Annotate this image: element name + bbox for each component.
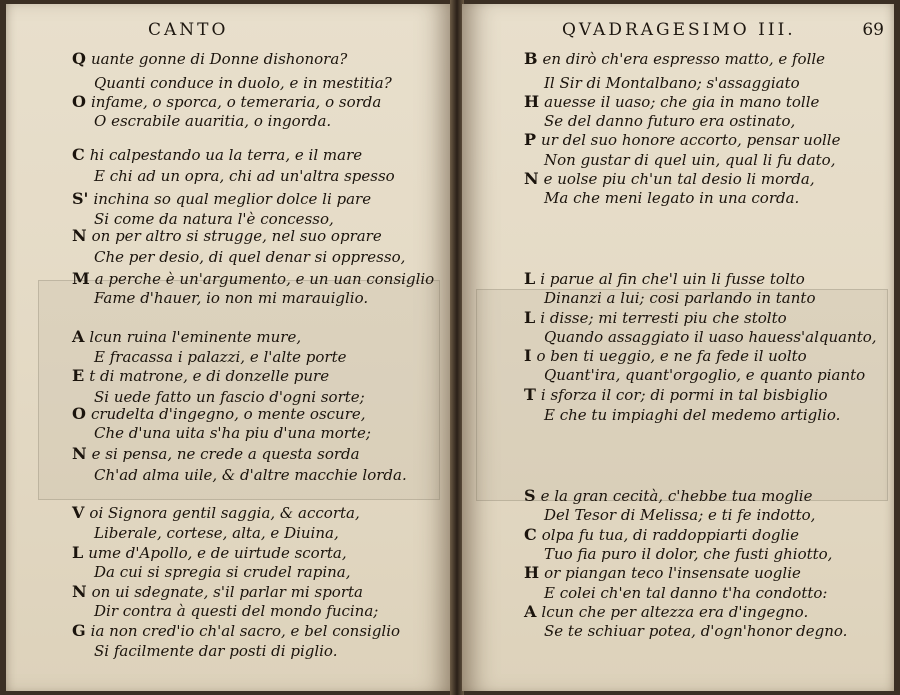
verse-text: o ben ti ueggio, e ne fa fede il uolto [536,347,807,365]
verse-line [544,406,840,424]
verse-text: auesse il uaso; che gia in mano tolle [544,93,820,111]
verse-line [544,622,847,640]
verse-text: Tuo fia puro il dolor, che fusti ghiotto, [544,545,833,563]
verse-text: Se del danno futuro era ostinato, [544,112,796,130]
verse-text: e si pensa, ne crede a questa sorda [91,445,360,463]
verse-text: i disse; mi terresti piu che stolto [540,309,787,327]
initial-capital: C [524,525,537,544]
verse-line [524,386,828,404]
verse-line [72,50,347,68]
verse-text: Ma che meni legato in una corda. [544,189,800,207]
verse-line [72,93,381,111]
verse-text: Dir contra à questi del mondo fucina; [94,602,379,620]
verse-text: Non gustar di quel uin, qual li fu dato, [544,151,836,169]
verse-line [544,74,800,92]
verse-line [94,289,368,307]
initial-capital: M [72,269,90,288]
verse-line [94,167,395,185]
verse-line [524,487,812,505]
verse-text: Che per desio, di quel denar si oppresso, [94,248,406,266]
initial-capital: L [72,543,84,562]
verse-line [72,227,382,245]
verse-line [72,405,366,423]
verse-line [94,642,337,660]
initial-capital: H [524,92,540,111]
verse-text: olpa fu tua, di raddoppiarti doglie [541,526,799,544]
verse-line [94,388,365,406]
verse-line [72,328,301,346]
verse-line [524,309,787,327]
initial-capital: L [524,269,536,288]
verse-text: O escrabile auaritia, o ingorda. [94,112,332,130]
initial-capital: V [72,503,85,522]
verse-text: en dirò ch'era espresso matto, e folle [542,50,826,68]
verse-text: e uolse piu ch'un tal desio li morda, [543,170,815,188]
verse-line [72,190,371,208]
verse-text: e la gran cecità, c'hebbe tua moglie [540,487,813,505]
verse-text: E chi ad un opra, chi ad un'altra spesso [94,167,395,185]
verse-text: Quant'ira, quant'orgoglio, e quanto pianto [544,366,866,384]
initial-capital: N [72,582,87,601]
initial-capital: E [72,366,85,385]
verse-line [524,347,807,365]
verse-text: infame, o sporca, o temeraria, o sorda [90,93,382,111]
initial-capital: N [72,444,87,463]
verse-text: Si uede fatto un fascio d'ogni sorte; [94,388,365,406]
verse-line [94,248,405,266]
verse-line [544,584,827,602]
verse-line [544,506,815,524]
verse-text: Liberale, cortese, alta, e Diuina, [94,524,339,542]
verse-line [94,348,347,366]
initial-capital: T [524,385,536,404]
verse-text: E fracassa i palazzi, e l'alte porte [94,348,347,366]
initial-capital: S [524,486,536,505]
verse-line [544,189,799,207]
verse-line [72,583,363,601]
verse-line [72,367,329,385]
initial-capital: H [524,563,540,582]
verse-line [94,424,371,442]
verse-line [544,151,835,169]
verse-text: ume d'Apollo, e de uirtude scorta, [88,544,347,562]
verse-text: E che tu impiaghi del medemo artiglio. [544,406,841,424]
initial-capital: G [72,621,86,640]
verse-line [94,563,351,581]
verse-line [72,445,360,463]
verse-text: or piangan teco l'insensate uoglie [544,564,801,582]
verse-line [544,328,877,346]
verse-text: Ch'ad alma uile, & d'altre macchie lorda. [94,466,407,484]
verse-line [524,93,819,111]
initial-capital: A [72,327,85,346]
verse-text: lcun che per altezza era d'ingegno. [541,603,809,621]
initial-capital: I [524,346,532,365]
verse-text: hi calpestando ua la terra, e il mare [89,146,363,164]
running-head-right: QVADRAGESIMO III. [562,20,796,40]
initial-capital: Q [72,49,86,68]
verse-line [72,622,400,640]
verse-text: ur del suo honore accorto, pensar uolle [541,131,841,149]
initial-capital: O [72,404,86,423]
verse-line [524,50,825,68]
initial-capital: P [524,130,537,149]
verse-line [94,524,339,542]
initial-capital: O [72,92,86,111]
verse-line [524,603,808,621]
verse-text: Se te schiuar potea, d'ogn'honor degno. [544,622,848,640]
verse-line [94,74,392,92]
verse-text: on per altro si strugge, nel suo oprare [91,227,382,245]
verse-line [72,504,360,522]
verse-text: oi Signora gentil saggia, & accorta, [89,504,360,522]
verse-line [524,170,815,188]
verse-text: Quanti conduce in duolo, e in mestitia? [94,74,392,92]
verse-text: uante gonne di Donne dishonora? [90,50,348,68]
verse-line [94,466,407,484]
verse-text: lcun ruina l'eminente mure, [89,328,302,346]
verse-text: Si come da natura l'è concesso, [94,210,334,228]
verse-text: i parue al fin che'l uin li fusse tolto [540,270,805,288]
initial-capital: C [72,145,85,164]
verse-text: t di matrone, e di donzelle pure [89,367,330,385]
left-page [6,4,452,691]
verse-line [524,131,840,149]
verse-line [544,366,865,384]
initial-capital: N [524,169,539,188]
verse-text: crudelta d'ingegno, o mente oscure, [90,405,366,423]
verse-line [72,544,347,562]
verse-text: Fame d'hauer, io non mi marauiglio. [94,289,369,307]
page-number: 69 [862,20,884,40]
verse-text: Che d'una uita s'ha piu d'una morte; [94,424,371,442]
initial-capital: L [524,308,536,327]
verse-line [524,564,801,582]
verse-line [72,146,362,164]
verse-line [72,270,434,288]
verse-text: Si facilmente dar posti di piglio. [94,642,338,660]
initial-capital: N [72,226,87,245]
verse-text: E colei ch'en tal danno t'ha condotto: [544,584,828,602]
verse-text: Quando assaggiato il uaso hauess'alquanto, [544,328,877,346]
running-head-left: CANTO [148,20,229,40]
verse-text: on ui sdegnate, s'il parlar mi sporta [91,583,363,601]
verse-text: Del Tesor di Melissa; e ti fe indotto, [544,506,816,524]
verse-line [544,112,795,130]
initial-capital: S' [72,189,89,208]
verse-line [544,545,832,563]
verse-line [94,602,378,620]
verse-line [94,112,331,130]
verse-line [524,270,805,288]
verse-text: inchina so qual meglior dolce li pare [93,190,372,208]
verse-line [524,526,799,544]
verse-text: Dinanzi a lui; cosi parlando in tanto [544,289,816,307]
verse-line [94,210,334,228]
verse-line [544,289,815,307]
initial-capital: B [524,49,538,68]
initial-capital: A [524,602,537,621]
verse-text: i sforza il cor; di pormi in tal bisbiglio [540,386,828,404]
verse-text: Il Sir di Montalbano; s'assaggiato [544,74,800,92]
verse-text: a perche è un'argumento, e un uan consiglio [94,270,435,288]
verse-text: Da cui si spregia si crudel rapina, [94,563,351,581]
right-page [462,4,894,691]
verse-text: ia non cred'io ch'al sacro, e bel consiglio [90,622,401,640]
